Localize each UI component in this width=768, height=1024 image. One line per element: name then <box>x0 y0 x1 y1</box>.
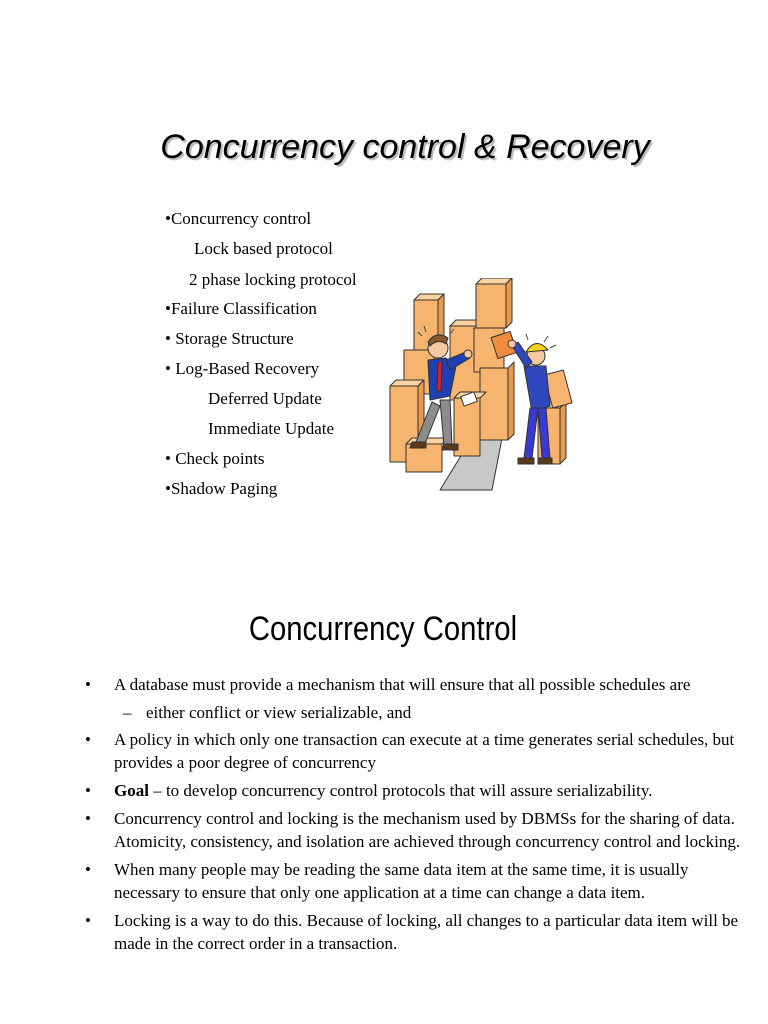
outline-item: • Storage Structure <box>165 329 294 348</box>
list-item: • Concurrency control and locking is the mechanism used by DBMSs for the sharing of data. Atomicity, consistency, and isolation are achieved through concurrency control and locking. <box>85 809 741 851</box>
outline-item: • Log-Based Recovery <box>165 359 320 378</box>
outline-subitem: 2 phase locking protocol <box>189 270 357 289</box>
slide-1-title: Concurrency control & Recovery <box>160 128 650 166</box>
list-item: • Goal – to develop concurrency control protocols that will assure serializability. <box>85 781 653 800</box>
slide-2-title: Concurrency Control <box>248 610 518 648</box>
workers-stacking-boxes-illustration <box>388 278 580 492</box>
list-item: • When many people may be reading the same data item at the same time, it is usually necessary to ensure that only one application at a time can change a data item. <box>85 860 689 902</box>
list-item: • A database must provide a mechanism that will ensure that all possible schedules are <box>85 675 691 694</box>
outline-item: •Concurrency control <box>165 209 312 228</box>
slide-2-bullet-list <box>85 673 745 960</box>
list-item: • A policy in which only one transaction can execute at a time generates serial schedules, but provides a poor degree of concurrency <box>85 730 735 772</box>
outline-subitem: Immediate Update <box>208 419 335 438</box>
outline-item: • Check points <box>165 449 265 468</box>
list-item: • Locking is a way to do this. Because of locking, all changes to a particular data item will be made in the correct order in a transaction. <box>85 911 739 953</box>
outline-subitem: Lock based protocol <box>194 239 333 258</box>
outline-item: •Failure Classification <box>165 299 317 318</box>
outline-subitem: Deferred Update <box>208 389 322 408</box>
slide-2 <box>0 560 768 1024</box>
list-subitem: – either conflict or view serializable, and <box>123 703 412 722</box>
outline-item: •Shadow Paging <box>165 479 278 498</box>
